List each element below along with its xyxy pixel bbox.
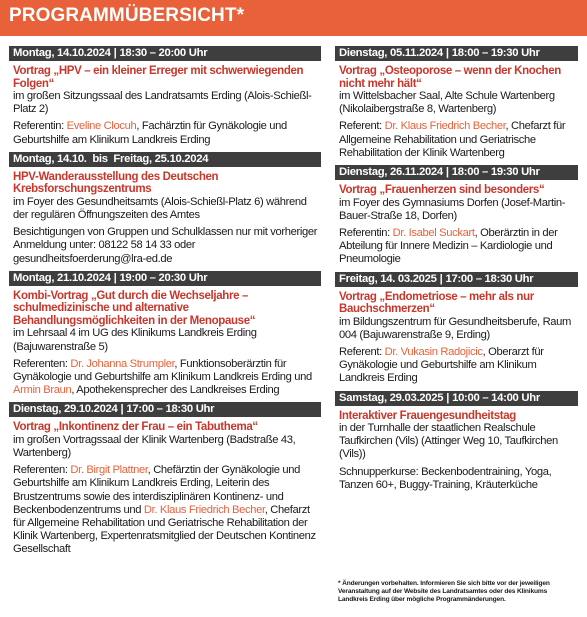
event-date: Dienstag, 26.11.2024 [339,166,443,179]
event-date-bar: Samstag, 29.03.2025 | 10:00 – 14:00 Uhr [335,391,578,406]
event-speakers [9,358,321,398]
event-date-bar: Montag, 21.10.2024 | 19:00 – 20:30 Uhr [9,271,321,286]
speaker2-role: , Chefarzt für Allgemeine Rehabilitation und Geriatrische Rehabilitation der Klinik Wartenberg, Expertenratsmitglied der Deutschen Kontinenz Gesellschaft [13,503,316,556]
event-date: Montag, 14.10.2024 [13,47,111,59]
speaker2-name: Armin Braun [13,384,72,397]
event-location: im großen Vortragssaal der Klinik Wartenberg (Badstraße 43, Wartenberg) [13,433,296,460]
event-date: Dienstag, 29.10.2024 [13,403,118,416]
event-title: HPV-Wanderausstellung des Deutschen Krebsforschungszentrums [13,170,219,196]
event-osteoporosis-talk [335,46,578,160]
event-hpv-exhibition [9,152,321,266]
event-date-bar: Dienstag, 29.10.2024 | 17:00 – 18:30 Uhr [9,402,321,417]
event-speakers [335,120,578,160]
speaker-prefix: Referent: [339,345,385,358]
event-speakers [335,227,578,267]
left-column [9,46,321,562]
event-menopause-talk [9,271,321,398]
right-column [335,46,578,497]
speaker-role: , Chefärztin der Gynäkologie und Geburtshilfe am Klinikum Landkreis Erding, Leiterin des Brustzentrums sowie des interdisziplinären Kontinenz- und Beckenbodenzentrums und [13,464,301,516]
speaker-prefix: Referentin: [339,226,393,239]
speaker-prefix: Referent: [339,120,385,133]
event-womens-hearts-talk [335,165,578,267]
event-time: 18:30 – 20:00 Uhr [119,47,208,59]
event-date-bar: Freitag, 14. 03.2025 | 17:00 – 18:30 Uhr [335,272,578,287]
speaker-name: Dr. Johanna Strumpler [70,357,175,370]
event-endometriosis-talk [335,272,578,386]
speaker-name: Dr. Birgit Plattner [70,464,148,477]
speaker-prefix: Referenten: [13,464,71,477]
event-date: Dienstag, 05.11.2024 [339,47,443,59]
event-speakers [9,120,321,146]
speaker-role: , Oberärztin in der Abteilung für Innere Medizin – Kardiologie und Pneumologie [339,226,558,266]
speaker-prefix: Referentin: [13,120,67,133]
speaker-name: Dr. Isabel Suckart [392,226,475,239]
event-title: Vortrag „Inkontinenz der Frau – ein Tabuthema“ [13,421,258,434]
event-date-bar: Dienstag, 05.11.2024 | 18:00 – 19:30 Uhr [335,46,578,61]
header-banner [0,0,587,36]
event-title: Interaktiver Frauengesundheitstag [339,409,516,422]
event-time: 17:00 – 18:30 Uhr [445,272,534,285]
event-date-bar [9,152,321,167]
speaker-name: Dr. Vukasin Radojicic [384,345,483,358]
event-date: Montag, 14.10. bis Freitag, 25.10.2024 [13,152,209,165]
event-date: Freitag, 14. 03.2025 [339,272,437,285]
event-speakers [335,346,578,386]
speaker-role: , Fachärztin für Gynäkologie und Geburtshilfe am Klinikum Landkreis Erding [13,120,287,146]
event-speakers [9,464,321,556]
event-title: Vortrag „Frauenherzen sind besonders“ [339,184,545,197]
event-title: Vortrag „Endometriose – mehr als nur Bauchschmerzen“ [339,290,534,316]
event-date-bar: Dienstag, 26.11.2024 | 18:00 – 19:30 Uhr [335,165,578,180]
event-note: Schnupperkurse: Beckenbodentraining, Yoga, Tanzen 60+, Buggy-Training, Kräuterküche [339,465,552,491]
event-location: im Lehrsaal 4 im UG des Klinikums Landkreis Erding (Bajuwarenstraße 5) [13,327,257,353]
speaker-prefix: Referenten: [13,357,71,370]
event-note: Besichtigungen von Gruppen und Schulklassen nur mit vorheriger Anmeldung unter: 08122 58 14 33 oder gesundheitsfoerderung@lra-ed.de [13,226,318,265]
speaker-role: , Oberarzt für Gynäkologie und Geburtshilfe am Klinikum Landkreis Erding [339,345,544,385]
speaker-role: , Funktionsoberärztin für Gynäkologie und Geburtshilfe am Klinikum Landkreis Erding und [13,357,312,383]
event-hpv-talk [9,46,321,147]
event-title: Kombi-Vortrag „Gut durch die Wechseljahre – schulmedizinische und alternative Behandlungsmöglichkeiten in der Menopause“ [13,289,256,327]
event-date-bar: Montag, 14.10.2024 | 18:30 – 20:00 Uhr [9,46,321,61]
event-date: Samstag, 29.03.2025 [339,391,444,404]
event-title: Vortrag „HPV – ein kleiner Erreger mit schwerwiegenden Folgen“ [13,65,304,90]
footnote: * Änderungen vorbehalten. Informieren Sie sich bitte vor der jeweiligen Veranstaltung auf der Website des Landratsamtes oder des Klinikums Landkreis Erding über mögliche Programmänderungen. [338,580,550,603]
event-location: im Foyer des Gymnasiums Dorfen (Josef-Martin-Bauer-Straße 18, Dorfen) [339,196,566,222]
event-incontinence-talk [9,402,321,556]
event-location: im Bildungszentrum für Gesundheitsberufe, Raum 004 (Bajuwarenstraße 9, Erding) [339,315,572,341]
speaker-name: Eveline Clocuh [66,120,137,133]
event-date: Montag, 21.10.2024 [13,271,111,284]
event-health-day [335,391,578,493]
speaker2-name: Dr. Klaus Friedrich Becher [143,503,265,516]
event-location: im Wittelsbacher Saal, Alte Schule Wartenberg (Nikolaibergstraße 8, Wartenberg) [339,90,555,116]
page-title: PROGRAMMÜBERSICHT* [9,5,245,26]
event-time: 10:00 – 14:00 Uhr [452,391,540,404]
event-title: Vortrag „Osteoporose – wenn der Knochen nicht mehr hält“ [339,65,561,90]
speaker-name: Dr. Klaus Friedrich Becher [384,120,506,133]
speaker2-role: , Apothekensprecher des Landkreises Erding [71,384,280,397]
event-time: 18:00 – 19:30 Uhr [451,166,540,179]
event-time: 18:00 – 19:30 Uhr [451,47,540,59]
event-location: in der Turnhalle der staatlichen Realschule Taufkirchen (Vils) (Attinger Weg 10, Taufkirchen (Vils)) [339,422,558,461]
event-location: im Foyer des Gesundheitsamts (Alois-Schießl-Platz 6) während der regulären Öffnungszeiten des Amtes [13,195,307,222]
event-time: 17:00 – 18:30 Uhr [126,403,215,416]
event-time: 19:00 – 20:30 Uhr [119,271,208,284]
event-location: im großen Sitzungssaal des Landratsamts Erding (Alois-Schießl-Platz 2) [13,90,312,116]
speaker-role: , Chefarzt für Allgemeine Rehabilitation und Geriatrische Rehabilitation der Klinik Wartenberg [339,120,566,159]
